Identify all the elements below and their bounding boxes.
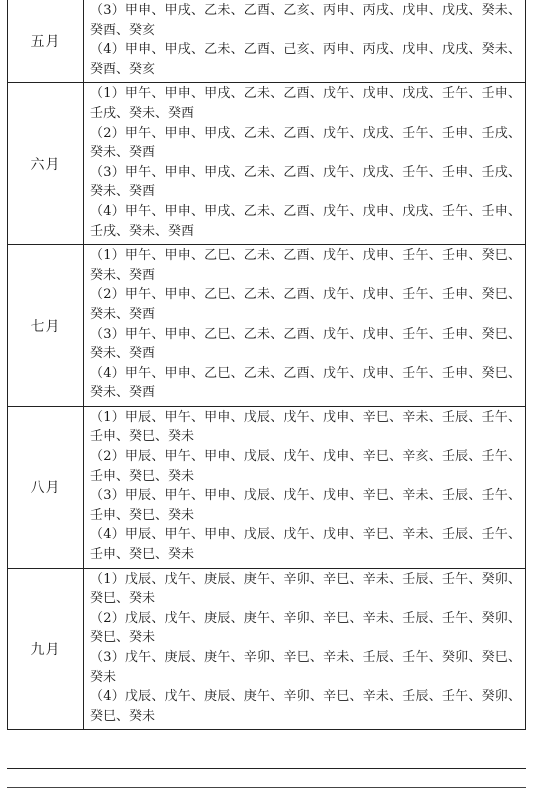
month-cell: 六月 (8, 83, 84, 245)
page-footer-rule (7, 787, 526, 788)
month-cell: 七月 (8, 245, 84, 407)
table-row (8, 0, 526, 83)
entries-cell (84, 83, 526, 245)
entry-text: （2）戊辰、戊午、庚辰、庚午、辛卯、辛巳、辛未、壬辰、壬午、癸卯、癸巳、癸未 (90, 610, 521, 646)
entries-cell (84, 568, 526, 730)
entry-text: （3）甲申、甲戌、乙未、乙酉、乙亥、丙申、丙戌、戊申、戊戌、癸未、癸酉、癸亥 (90, 3, 521, 38)
table-row (8, 568, 526, 730)
entry-text: （2）甲午、甲申、甲戌、乙未、乙酉、戊午、戊戌、壬午、壬申、壬戌、癸未、癸酉 (90, 125, 521, 161)
entry-text: （3）戊午、庚辰、庚午、辛卯、辛巳、辛未、壬辰、壬午、癸卯、癸巳、癸未 (90, 650, 521, 685)
table-row (8, 245, 526, 407)
entry-text: （3）甲午、甲申、甲戌、乙未、乙酉、戊午、戊戌、壬午、壬申、壬戌、癸未、癸酉 (90, 164, 521, 200)
table-row (8, 83, 526, 245)
entries-cell (84, 0, 526, 83)
entry-text: （2）甲辰、甲午、甲申、戊辰、戊午、戊申、辛巳、辛亥、壬辰、壬午、壬申、癸巳、癸未 (90, 449, 521, 484)
entry-text: （3）甲辰、甲午、甲申、戊辰、戊午、戊申、辛巳、辛未、壬辰、壬午、壬申、癸巳、癸未 (90, 488, 521, 523)
entries-cell (84, 245, 526, 407)
table-bottom-rule (7, 768, 526, 769)
entry-text: （4）甲申、甲戌、乙未、乙酉、己亥、丙申、丙戌、戊申、戊戌、癸未、癸酉、癸亥 (90, 42, 521, 77)
entry-text: （4）甲辰、甲午、甲申、戊辰、戊午、戊申、辛巳、辛未、壬辰、壬午、壬申、癸巳、癸未 (90, 527, 521, 563)
entry-text: （1）甲午、甲申、乙巳、乙未、乙酉、戊午、戊申、壬午、壬申、癸巳、癸未、癸酉 (90, 248, 521, 283)
entries-cell (84, 406, 526, 568)
entry-text: （4）戊辰、戊午、庚辰、庚午、辛卯、辛巳、辛未、壬辰、壬午、癸卯、癸巳、癸未 (90, 689, 521, 724)
month-cell: 八月 (8, 406, 84, 568)
entry-text: （1）甲午、甲申、甲戌、乙未、乙酉、戊午、戊申、戊戌、壬午、壬申、壬戌、癸未、癸酉 (90, 86, 521, 121)
entry-text: （1）甲辰、甲午、甲申、戊辰、戊午、戊申、辛巳、辛未、壬辰、壬午、壬申、癸巳、癸未 (90, 409, 521, 445)
entry-text: （4）甲午、甲申、乙巳、乙未、乙酉、戊午、戊申、壬午、壬申、癸巳、癸未、癸酉 (90, 365, 521, 401)
month-cell: 九月 (8, 568, 84, 730)
entry-text: （4）甲午、甲申、甲戌、乙未、乙酉、戊午、戊申、戊戌、壬午、壬申、壬戌、癸未、癸酉 (90, 203, 521, 239)
month-table (7, 0, 526, 730)
entry-text: （3）甲午、甲申、乙巳、乙未、乙酉、戊午、戊申、壬午、壬申、癸巳、癸未、癸酉 (90, 326, 521, 362)
entry-text: （2）甲午、甲申、乙巳、乙未、乙酉、戊午、戊申、壬午、壬申、癸巳、癸未、癸酉 (90, 287, 521, 322)
month-cell: 五月 (8, 0, 84, 83)
entry-text: （1）戊辰、戊午、庚辰、庚午、辛卯、辛巳、辛未、壬辰、壬午、癸卯、癸巳、癸未 (90, 571, 521, 607)
table-row (8, 406, 526, 568)
